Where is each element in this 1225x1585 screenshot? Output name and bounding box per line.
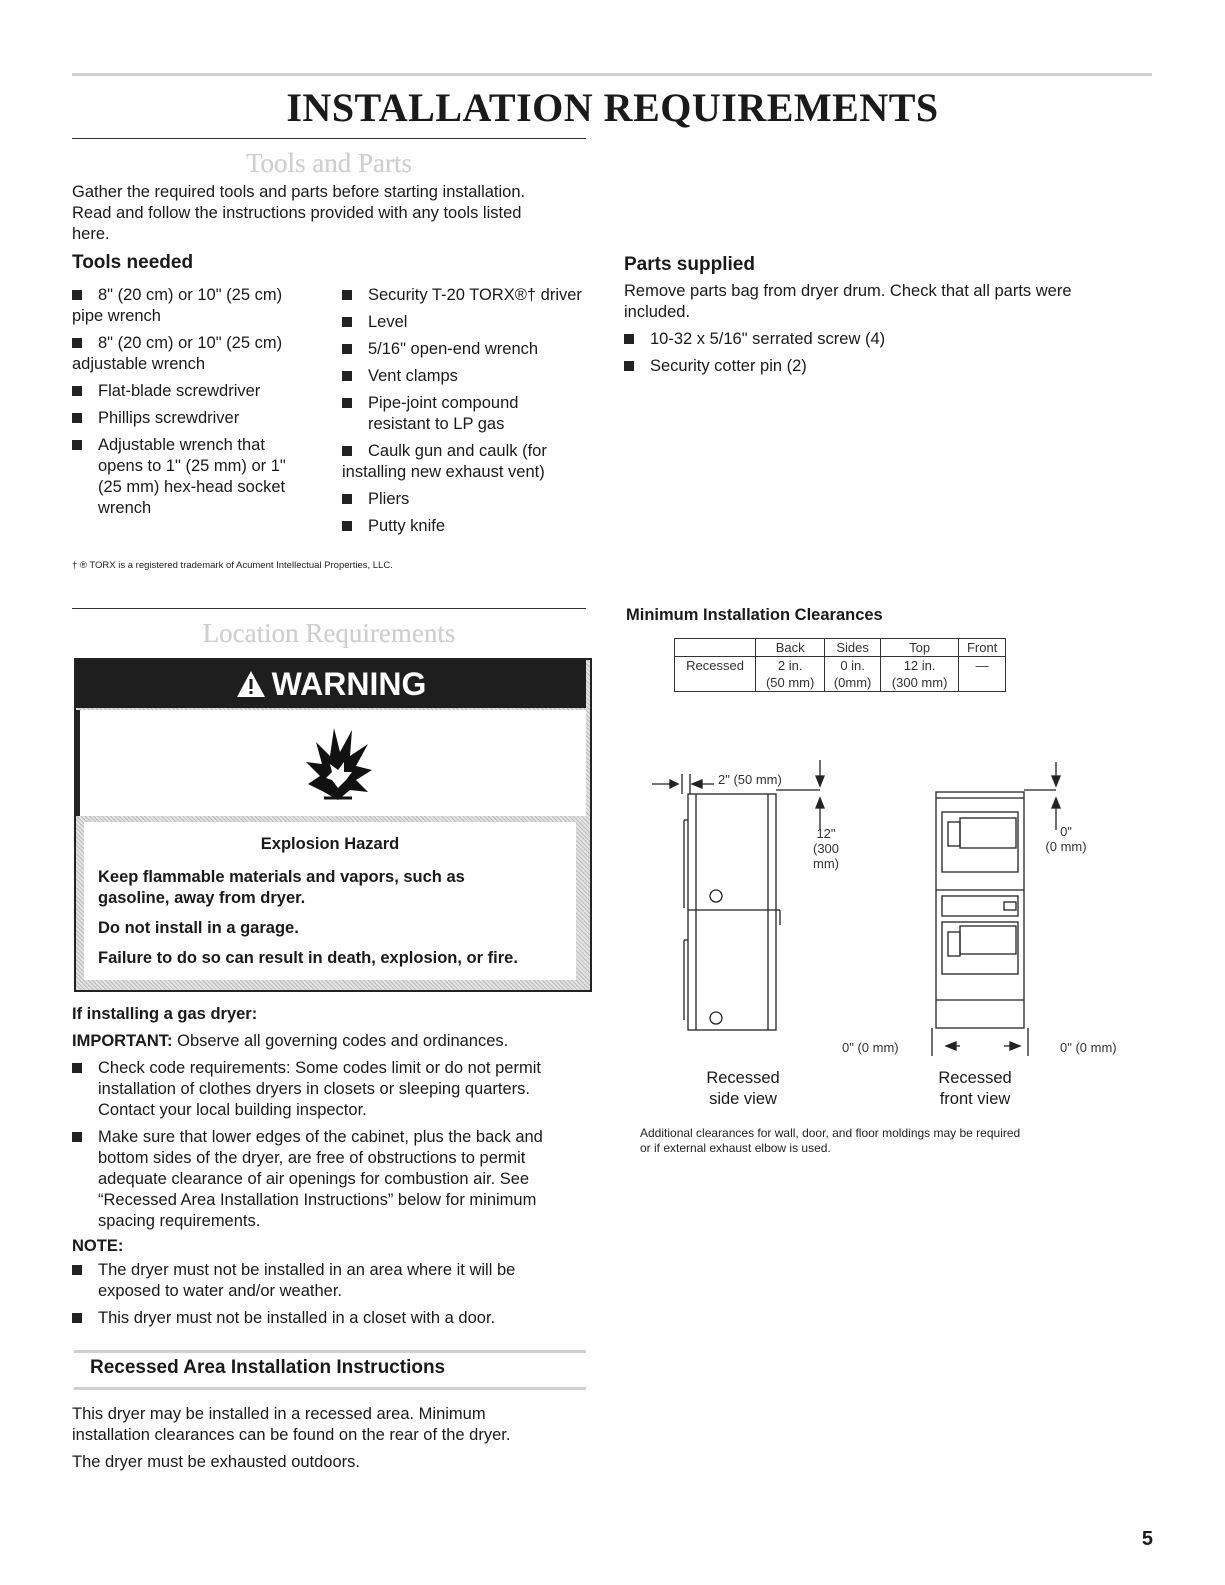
- list-item: Flat-blade screwdriver: [72, 381, 322, 402]
- warning-line: Do not install in a garage.: [98, 919, 299, 937]
- tools-intro: [72, 182, 592, 245]
- front-view-caption: Recessed front view: [938, 1069, 1012, 1108]
- list-item: Pliers: [342, 489, 592, 510]
- parts-list: [624, 329, 1124, 383]
- intro-line: Gather the required tools and parts before starting installation.: [72, 183, 526, 201]
- top-rule: [72, 73, 1152, 76]
- important-text: Observe all governing codes and ordinances.: [177, 1032, 509, 1050]
- table-header: Top: [880, 639, 958, 657]
- page-title: INSTALLATION REQUIREMENTS: [286, 85, 939, 130]
- page-number: 5: [1141, 1528, 1153, 1550]
- warning-label: WARNING: [271, 666, 427, 702]
- list-item: 8" (20 cm) or 10" (25 cm) pipe wrench: [72, 285, 322, 327]
- tools-list-col2: [342, 285, 592, 543]
- list-item: The dryer must not be installed in an area where it will be exposed to water and/or weather.: [72, 1260, 592, 1302]
- parts-intro: [624, 281, 1144, 323]
- recessed-title: Recessed Area Installation Instructions: [90, 1357, 446, 1378]
- parts-intro-line: Remove parts bag from dryer drum. Check that all parts were: [624, 282, 1072, 300]
- list-item: Putty knife: [342, 516, 592, 537]
- list-item: Adjustable wrench that opens to 1" (25 mm) or 1" (25 mm) hex-head socket wrench: [72, 435, 322, 519]
- section-heading-tools-parts: Tools and Parts: [245, 148, 413, 178]
- section-heading-location: Location Requirements: [202, 618, 456, 648]
- recessed-line: This dryer may be installed in a recessed area. Minimum: [72, 1405, 486, 1423]
- intro-line: Read and follow the instructions provided with any tools listed: [72, 204, 522, 222]
- divider: [72, 138, 586, 139]
- list-item: Make sure that lower edges of the cabinet, plus the back and bottom sides of the dryer, are free of obstructions to permit adequate clearance of air openings for combustion air. See “Recessed Area Installation Instructions” below for minimum spacing requirements.: [72, 1127, 592, 1232]
- list-item: 10-32 x 5/16" serrated screw (4): [624, 329, 1124, 350]
- list-item: This dryer must not be installed in a closet with a door.: [72, 1308, 592, 1329]
- warning-header: [76, 660, 586, 708]
- table-cell: —: [959, 657, 1006, 692]
- front-view-diagram: [920, 756, 1070, 1056]
- clearances-title: Minimum Installation Clearances: [626, 606, 883, 624]
- list-item: Pipe-joint compound resistant to LP gas: [342, 393, 592, 435]
- list-item: Level: [342, 312, 592, 333]
- table-cell: 2 in. (50 mm): [756, 657, 825, 692]
- warning-line: Failure to do so can result in death, explosion, or fire.: [98, 949, 518, 967]
- parts-intro-line: included.: [624, 303, 691, 321]
- table-header: Front: [959, 639, 1006, 657]
- top-clearance-label: 12" (300 mm): [812, 826, 840, 871]
- divider: [74, 1387, 586, 1390]
- table-cell: 12 in. (300 mm): [880, 657, 958, 692]
- trademark-footnote: † ® TORX is a registered trademark of Acument Intellectual Properties, LLC.: [72, 560, 393, 571]
- gas-bullets: [72, 1058, 592, 1238]
- divider: [74, 1350, 586, 1353]
- clearance-note: Additional clearances for wall, door, and floor moldings may be required or if external exhaust elbow is used.: [640, 1126, 1021, 1155]
- front-left-clearance-label: 0" (0 mm): [842, 1040, 899, 1055]
- important-note: [72, 1031, 508, 1052]
- list-item: Caulk gun and caulk (for installing new exhaust vent): [342, 441, 592, 483]
- list-item: Vent clamps: [342, 366, 592, 387]
- warning-line: [98, 867, 576, 909]
- clearance-table: [674, 638, 1006, 692]
- table-header: [675, 639, 756, 657]
- warning-line-part: Keep flammable materials and vapors, such as: [98, 868, 465, 886]
- side-view-diagram: [640, 750, 900, 1040]
- table-row: [675, 657, 1006, 692]
- warning-symbol-panel: [76, 710, 586, 816]
- table-header: Back: [756, 639, 825, 657]
- gas-dryer-title: If installing a gas dryer:: [72, 1005, 258, 1023]
- list-item: 5/16" open-end wrench: [342, 339, 592, 360]
- front-right-clearance-label: 0" (0 mm): [1060, 1040, 1117, 1055]
- table-row: [675, 639, 1006, 657]
- warning-triangle-icon: [236, 663, 266, 711]
- tools-needed-title: Tools needed: [72, 252, 194, 273]
- table-cell: Recessed: [675, 657, 756, 692]
- note-bullets: [72, 1260, 592, 1335]
- divider: [72, 608, 586, 609]
- recessed-line: installation clearances can be found on the rear of the dryer.: [72, 1426, 511, 1444]
- back-clearance-label: 2" (50 mm): [718, 772, 782, 787]
- explosion-icon: [302, 722, 374, 809]
- front-top-clearance-label: 0" (0 mm): [1045, 824, 1087, 854]
- table-cell: 0 in. (0mm): [825, 657, 881, 692]
- tools-list-col1: [72, 285, 322, 525]
- side-view-caption: Recessed side view: [706, 1069, 780, 1108]
- list-item: Check code requirements: Some codes limit or do not permit installation of clothes dryers in closets or sleeping quarters. Contact your local building inspector.: [72, 1058, 592, 1121]
- hazard-title: Explosion Hazard: [260, 835, 400, 853]
- list-item: Security cotter pin (2): [624, 356, 1124, 377]
- list-item: Phillips screwdriver: [72, 408, 322, 429]
- list-item: 8" (20 cm) or 10" (25 cm) adjustable wrench: [72, 333, 322, 375]
- list-item: Security T-20 TORX®† driver: [342, 285, 592, 306]
- note-label: NOTE:: [72, 1237, 124, 1255]
- recessed-line: The dryer must be exhausted outdoors.: [72, 1453, 360, 1471]
- warning-line-part: gasoline, away from dryer.: [98, 889, 306, 907]
- important-label: IMPORTANT:: [72, 1032, 173, 1050]
- table-header: Sides: [825, 639, 881, 657]
- warning-text-panel: [84, 822, 576, 980]
- intro-line: here.: [72, 225, 110, 243]
- recessed-para: [72, 1404, 592, 1473]
- parts-supplied-title: Parts supplied: [624, 254, 755, 275]
